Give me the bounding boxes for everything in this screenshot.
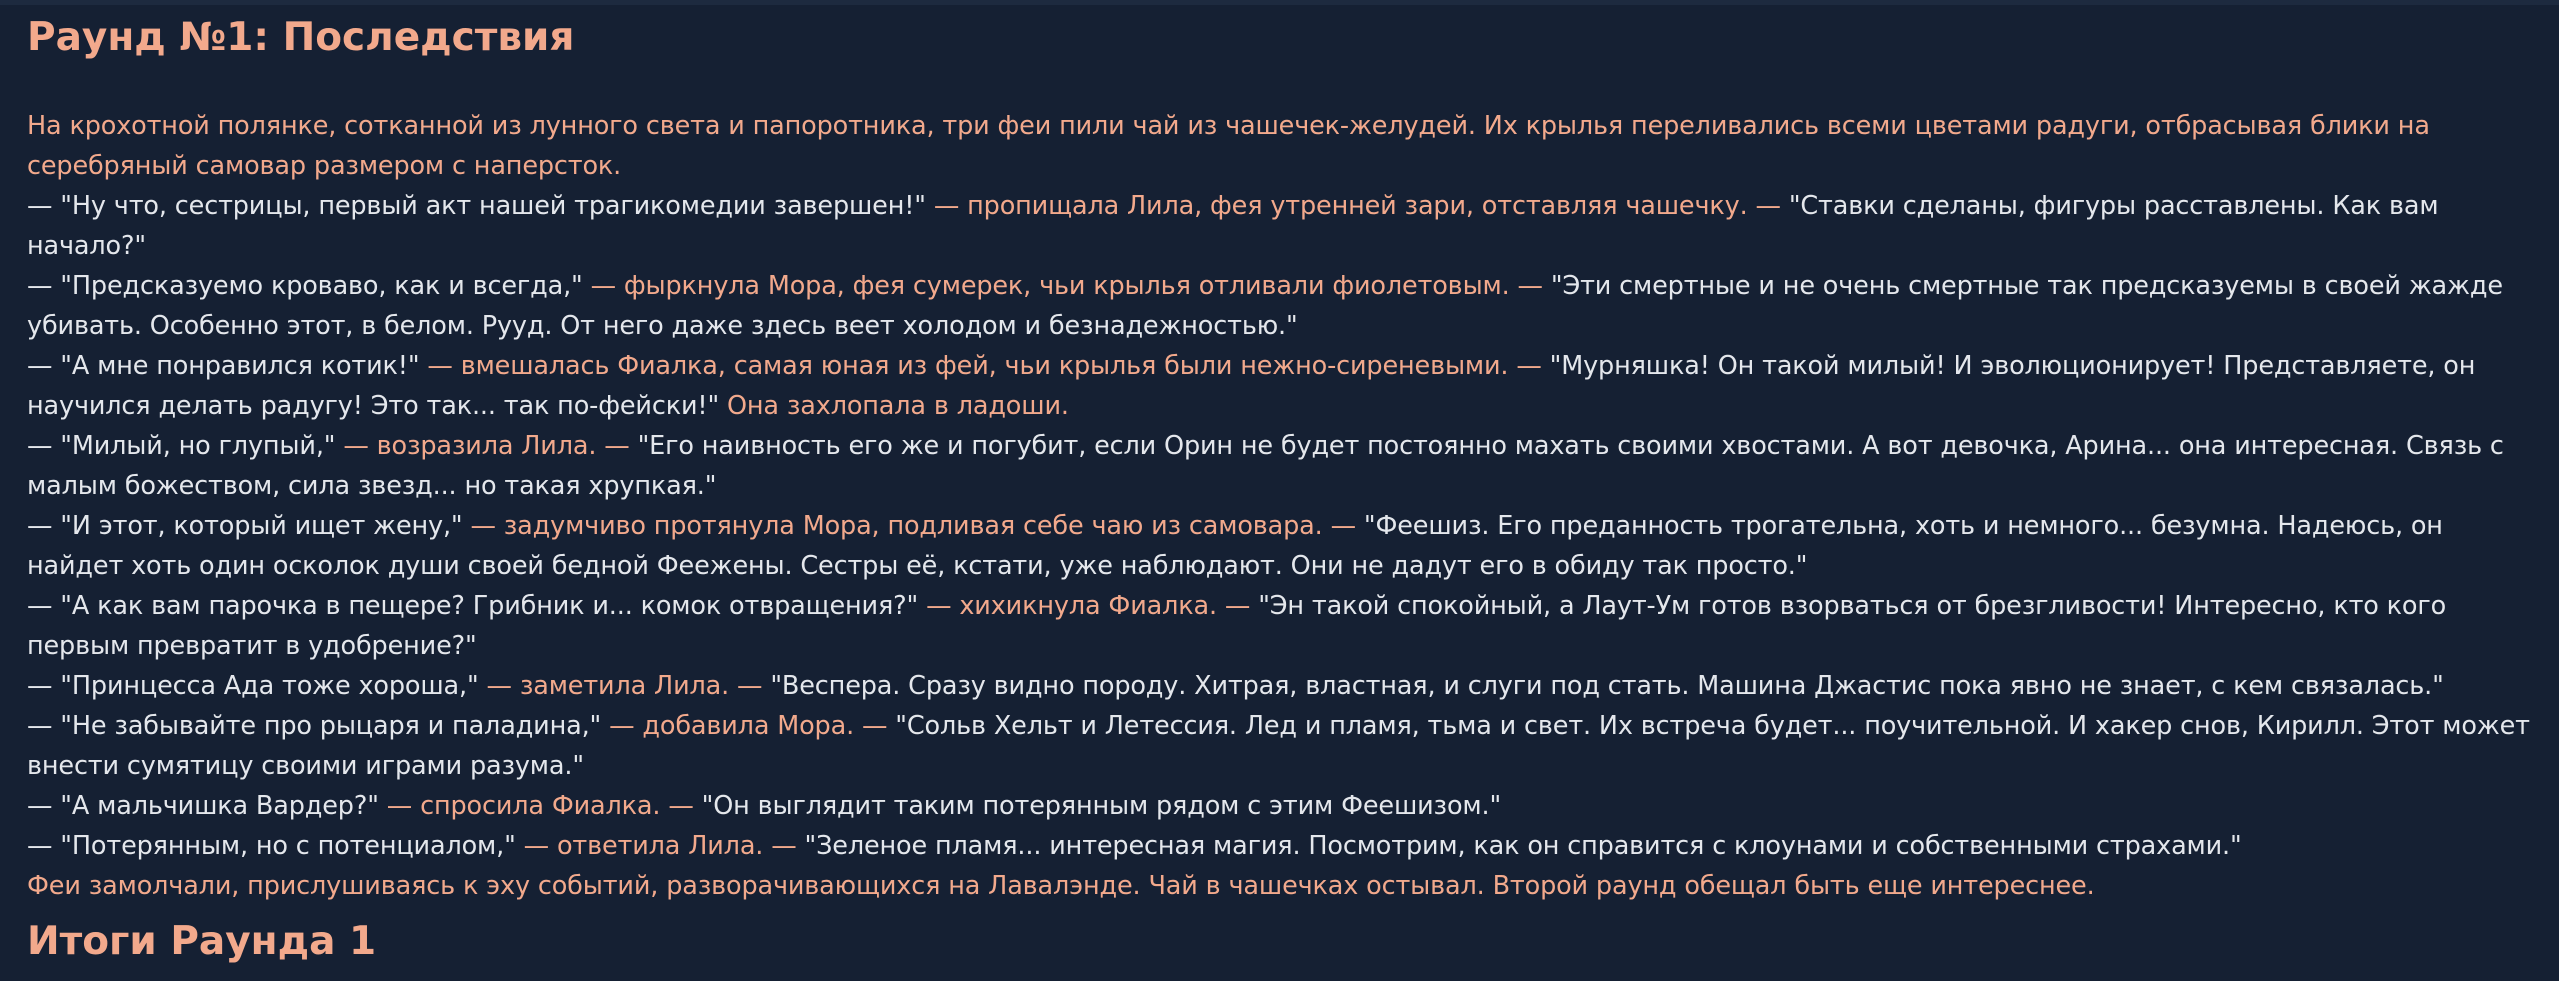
narration-tail: Она захлопала в ладоши. bbox=[719, 391, 1069, 421]
speech-part: "Мурняшка! Он такой милый! И эволюционирует! Представляете, он научился делать радугу! Это так... так по-фейски!" bbox=[27, 351, 2476, 421]
dialogue-line bbox=[27, 706, 2537, 786]
narration-part: — возразила Лила. — bbox=[335, 431, 638, 461]
narration-part: — задумчиво протянула Мора, подливая себе чаю из самовара. — bbox=[462, 511, 1364, 541]
narration-part: — хихикнула Фиалка. — bbox=[918, 591, 1259, 621]
dialogue-line bbox=[27, 426, 2537, 506]
dialogue-line bbox=[27, 666, 2537, 706]
speech-part: — "Потерянным, но с потенциалом," bbox=[27, 831, 516, 861]
speech-part: "Сольв Хельт и Летессия. Лед и пламя, тьма и свет. Их встреча будет... поучительной. И хакер снов, Кирилл. Этот может внести сумятицу своими играми разума." bbox=[27, 711, 2530, 781]
dialogue-line bbox=[27, 186, 2537, 266]
speech-part: — "Принцесса Ада тоже хороша," bbox=[27, 671, 479, 701]
page-title: Раунд №1: Последствия bbox=[27, 15, 575, 60]
speech-part: "Зеленое пламя... интересная магия. Посмотрим, как он справится с клоунами и собственными страхами." bbox=[804, 831, 2242, 861]
outro-paragraph: Феи замолчали, прислушиваясь к эху событий, разворачивающихся на Лавалэнде. Чай в чашечках остывал. Второй раунд обещал быть еще интереснее. bbox=[27, 871, 2095, 901]
story-body bbox=[27, 106, 2537, 906]
narration-part: — добавила Мора. — bbox=[601, 711, 896, 741]
speech-part: "Ставки сделаны, фигуры расставлены. Как вам начало?" bbox=[27, 191, 2439, 261]
dialogue-line bbox=[27, 266, 2537, 346]
speech-part: "Феешиз. Его преданность трогательна, хоть и немного... безумна. Надеюсь, он найдет хоть один осколок души своей бедной Феежены. Сестры её, кстати, уже наблюдают. Они не дадут его в обиду так просто." bbox=[27, 511, 2443, 581]
section-heading: Итоги Раунда 1 bbox=[27, 919, 377, 964]
speech-part: "Веспера. Сразу видно породу. Хитрая, властная, и слуги под стать. Машина Джастис пока явно не знает, с кем связалась." bbox=[770, 671, 2444, 701]
speech-part: — "А мне понравился котик!" bbox=[27, 351, 420, 381]
narration-part: — заметила Лила. — bbox=[478, 671, 771, 701]
speech-part: — "Ну что, сестрицы, первый акт нашей трагикомедии завершен!" bbox=[27, 191, 926, 221]
speech-part: — "А мальчишка Вардер?" bbox=[27, 791, 379, 821]
narration-part: — вмешалась Фиалка, самая юная из фей, чьи крылья были нежно-сиреневыми. — bbox=[419, 351, 1550, 381]
intro-paragraph: На крохотной полянке, сотканной из лунного света и папоротника, три феи пили чай из чашечек-желудей. Их крылья переливались всеми цветами радуги, отбрасывая блики на серебряный самовар размером с наперсток. bbox=[27, 111, 2430, 181]
speech-part: — "И этот, который ищет жену," bbox=[27, 511, 463, 541]
dialogue-line bbox=[27, 786, 2537, 826]
speech-part: — "А как вам парочка в пещере? Грибник и... комок отвращения?" bbox=[27, 591, 919, 621]
article bbox=[27, 0, 2537, 968]
narration-part: — ответила Лила. — bbox=[515, 831, 805, 861]
speech-part: "Эти смертные и не очень смертные так предсказуемы в своей жажде убивать. Особенно этот, в белом. Рууд. От него даже здесь веет холодом и безнадежностью." bbox=[27, 271, 2503, 341]
speech-part: "Он выглядит таким потерянным рядом с этим Феешизом." bbox=[701, 791, 1502, 821]
narration-part: — фыркнула Мора, фея сумерек, чьи крылья отливали фиолетовым. — bbox=[582, 271, 1551, 301]
dialogue-line bbox=[27, 586, 2537, 666]
speech-part: "Эн такой спокойный, а Лаут-Ум готов взорваться от брезгливости! Интересно, кто кого первым превратит в удобрение?" bbox=[27, 591, 2447, 661]
dialogue-line bbox=[27, 506, 2537, 586]
speech-part: — "Не забывайте про рыцаря и паладина," bbox=[27, 711, 602, 741]
narration-part: — спросила Фиалка. — bbox=[378, 791, 702, 821]
speech-part: "Его наивность его же и погубит, если Орин не будет постоянно махать своими хвостами. А вот девочка, Арина... она интересная. Связь с малым божеством, сила звезд... но такая хрупкая." bbox=[27, 431, 2504, 501]
narration-part: — пропищала Лила, фея утренней зари, отставляя чашечку. — bbox=[925, 191, 1789, 221]
speech-part: — "Милый, но глупый," bbox=[27, 431, 336, 461]
dialogue-line bbox=[27, 346, 2537, 426]
dialogue-line bbox=[27, 826, 2537, 866]
speech-part: — "Предсказуемо кроваво, как и всегда," bbox=[27, 271, 583, 301]
